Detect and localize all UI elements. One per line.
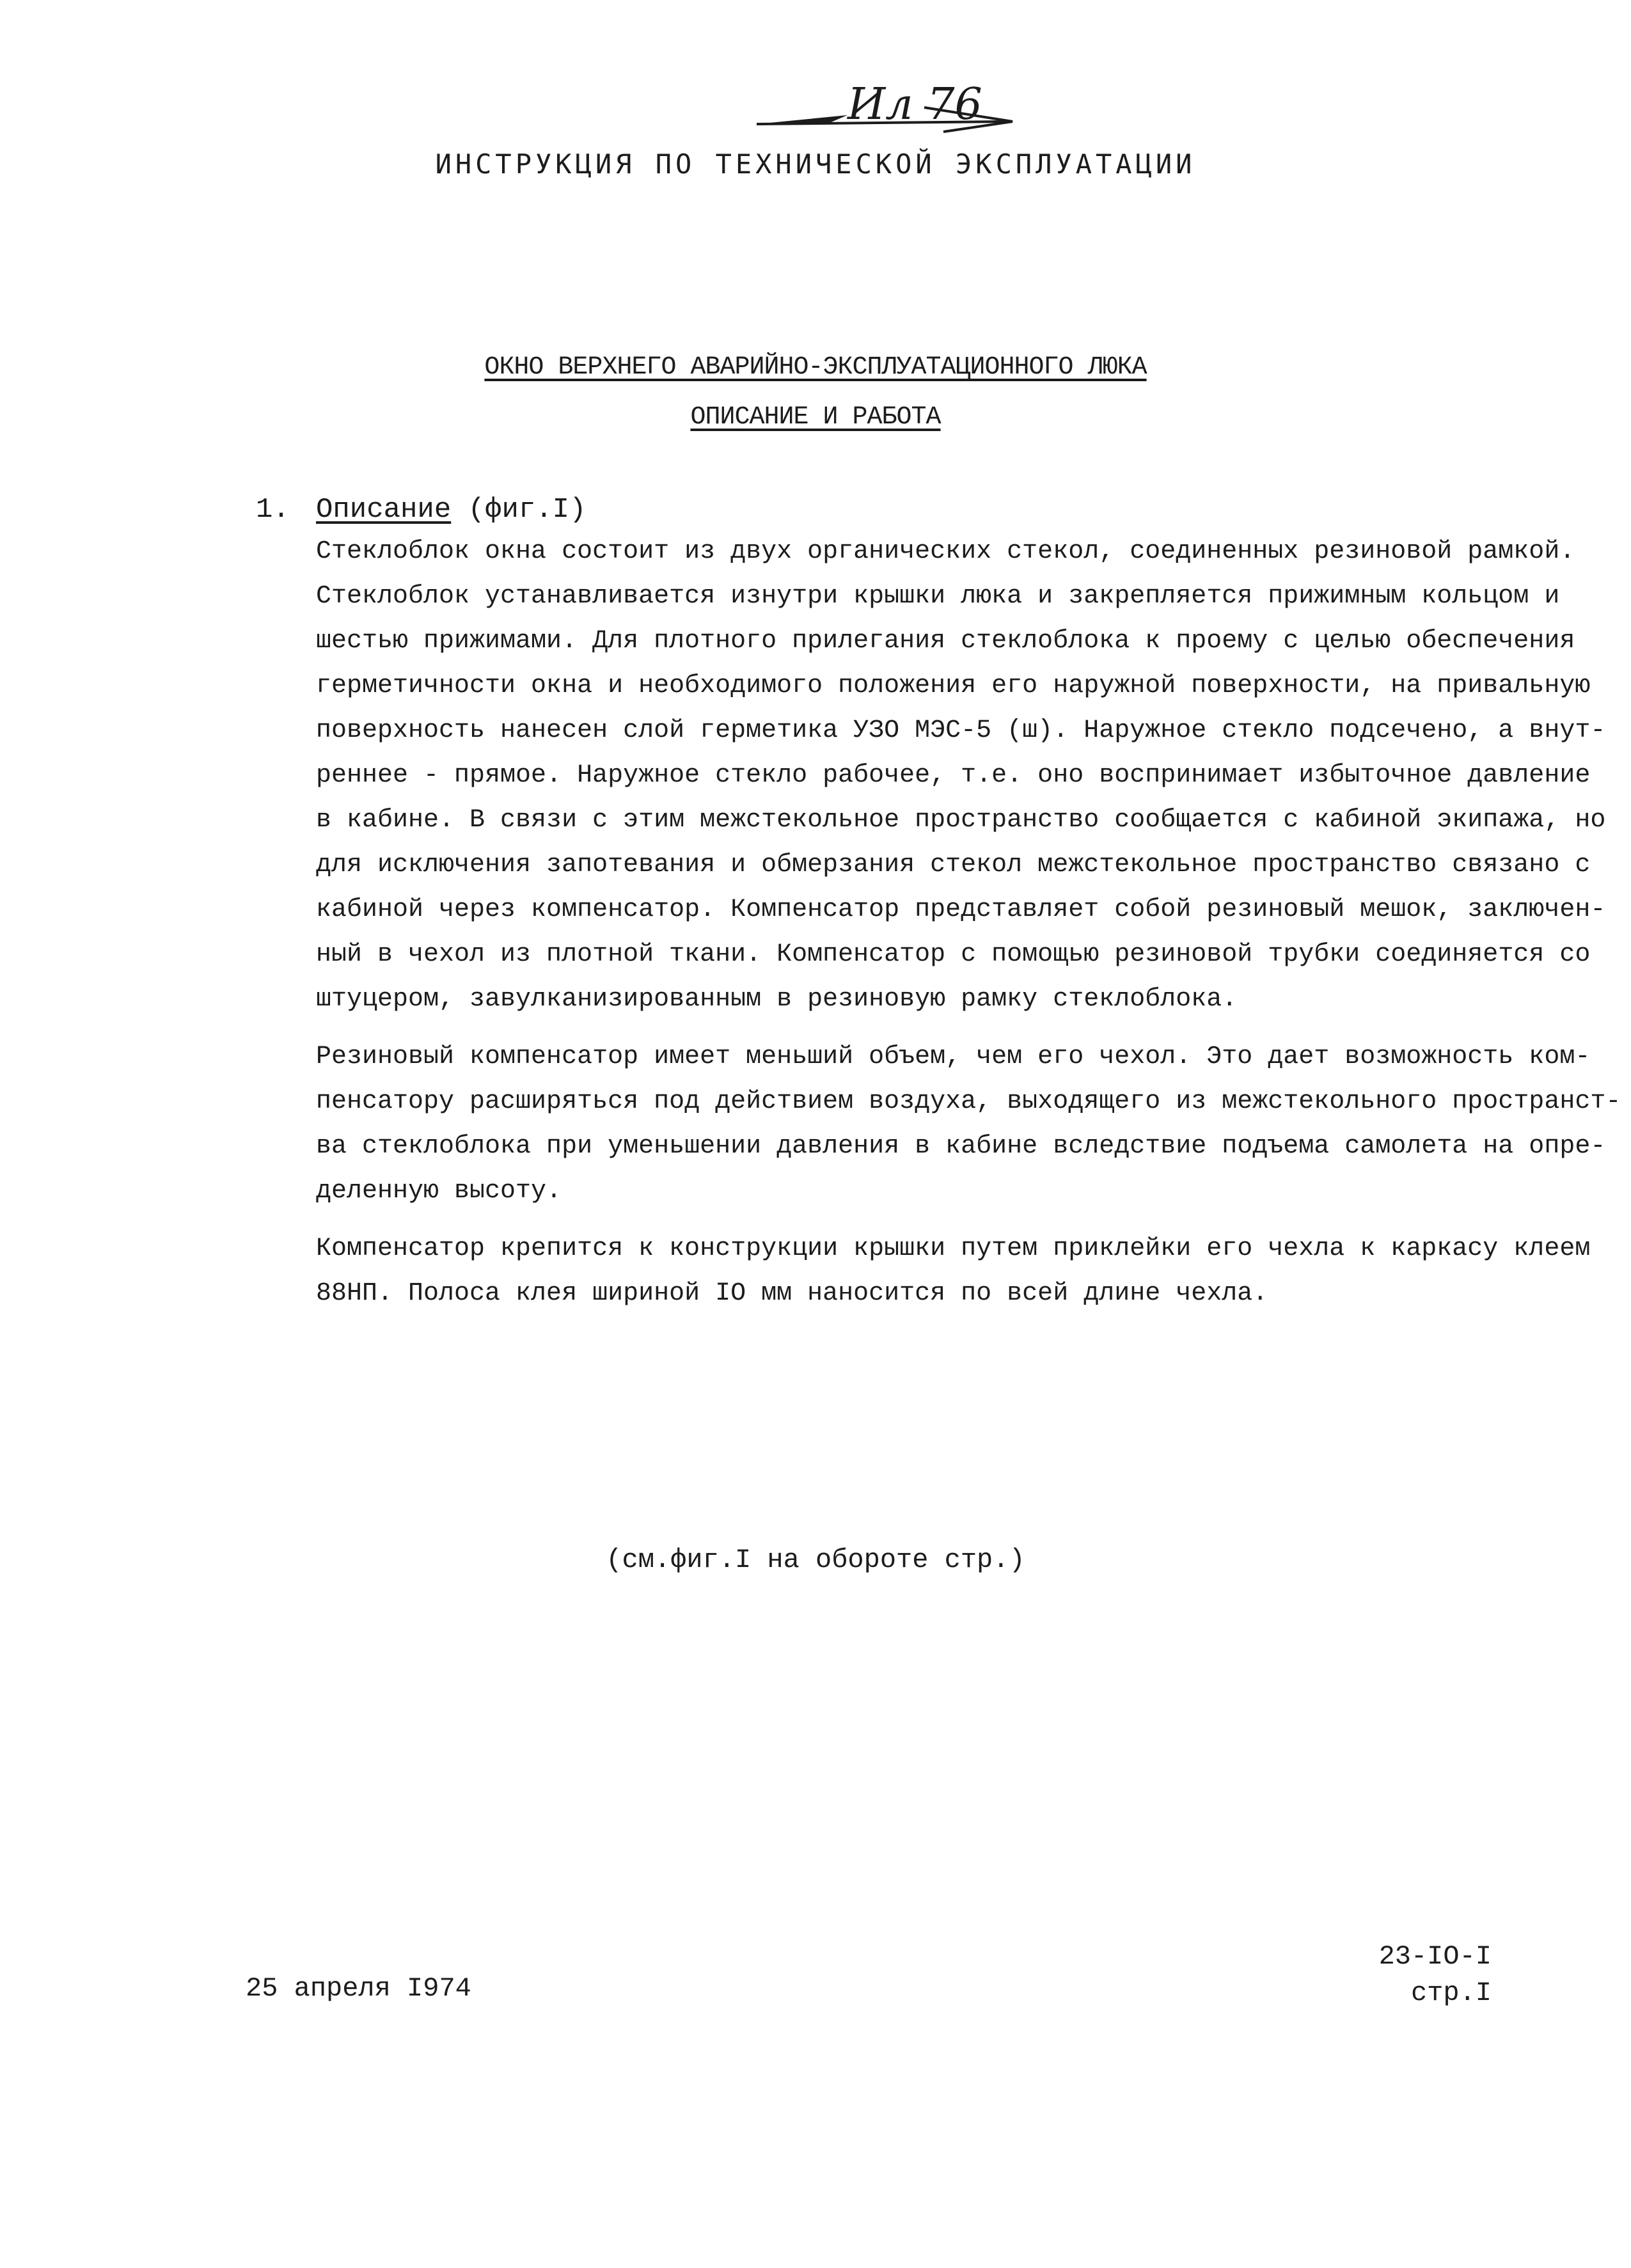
paragraph-line: реннее - прямое. Наружное стекло рабочее, т.е. оно воспринимает избыточное давление (316, 761, 1591, 790)
document-number: 23-IO-I (1378, 1941, 1492, 1972)
manual-header: ИНСТРУКЦИЯ ПО ТЕХНИЧЕСКОЙ ЭКСПЛУАТАЦИИ (435, 148, 1196, 180)
paragraph-line: ный в чехол из плотной ткани. Компенсатор с помощью резиновой трубки соединяется со (316, 940, 1591, 969)
section-number: 1. (256, 494, 290, 526)
paragraph-line: кабиной через компенсатор. Компенсатор представляет собой резиновый мешок, заключен- (316, 895, 1606, 924)
section-title: Описание (316, 494, 452, 526)
section-figure-ref: (фиг.I) (468, 494, 587, 526)
paragraph-line: 88НП. Полоса клея шириной IO мм наносится по всей длине чехла. (316, 1279, 1268, 1308)
paragraph-line: пенсатору расширяться под действием воздуха, выходящего из межстекольного пространст- (316, 1087, 1621, 1116)
paragraph-line: ва стеклоблока при уменьшении давления в кабине вследствие подъема самолета на опре- (316, 1132, 1606, 1161)
paragraph-line: Стеклоблок окна состоит из двух органических стекол, соединенных резиновой рамкой. (316, 537, 1575, 566)
section-heading (256, 494, 586, 526)
document-title: ОКНО ВЕРХНЕГО АВАРИЙНО-ЭКСПЛУАТАЦИОННОГО ЛЮКА (484, 353, 1147, 382)
logo-text: Ил 76 (847, 82, 982, 130)
airplane-logo-icon (752, 82, 1020, 139)
figure-note: (см.фиг.I на обороте стр.) (606, 1545, 1025, 1575)
paragraph-line: в кабине. В связи с этим межстекольное пространство сообщается с кабиной экипажа, но (316, 806, 1606, 835)
paragraph-line: штуцером, завулканизированным в резиновую рамку стеклоблока. (316, 985, 1238, 1014)
paragraph-line: Компенсатор крепится к конструкции крышки путем приклейки его чехла к каркасу клеем (316, 1234, 1591, 1263)
paragraph-line: Стеклоблок устанавливается изнутри крышки люка и закрепляется прижимным кольцом и (316, 582, 1560, 611)
paragraph-line: Резиновый компенсатор имеет меньший объем, чем его чехол. Это дает возможность ком- (316, 1043, 1591, 1071)
paragraph-line: шестью прижимами. Для плотного прилегания стеклоблока к проему с целью обеспечения (316, 627, 1575, 656)
paragraph-line: для исключения запотевания и обмерзания стекол межстекольное пространство связано с (316, 851, 1591, 879)
paragraph-line: поверхность нанесен слой герметика УЗО МЭС-5 (ш). Наружное стекло подсечено, а внут- (316, 716, 1606, 745)
footer-date: 25 апреля I974 (246, 1973, 471, 2004)
page-number: стр.I (1410, 1978, 1492, 2008)
document-subtitle: ОПИСАНИЕ И РАБОТА (690, 403, 941, 432)
paragraph-line: герметичности окна и необходимого положения его наружной поверхности, на привальную (316, 672, 1591, 700)
paragraph-line: деленную высоту. (316, 1177, 562, 1206)
